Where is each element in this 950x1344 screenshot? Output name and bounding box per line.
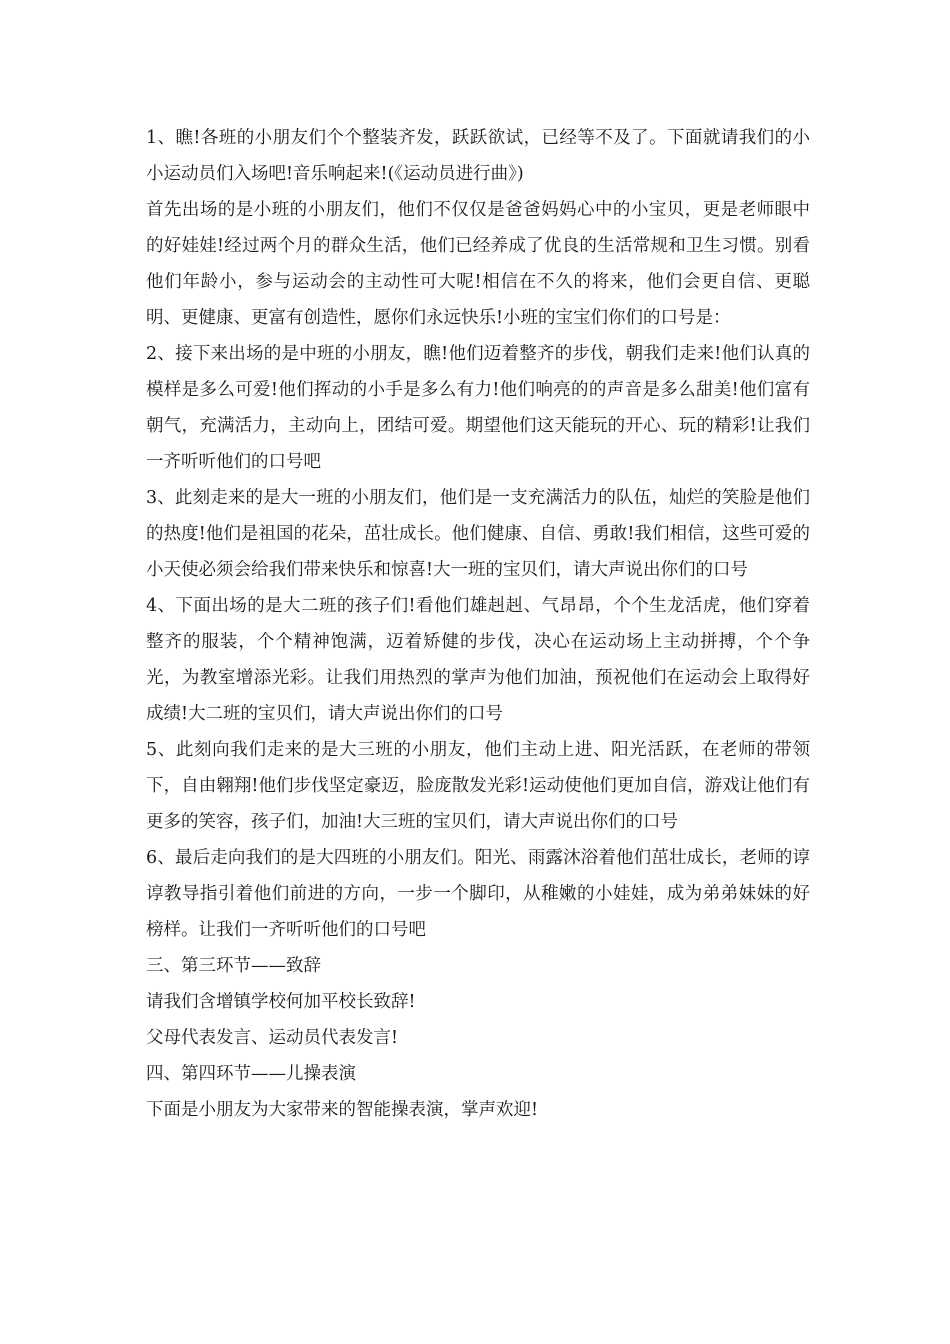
paragraph-principal-speech: 请我们含增镇学校何加平校长致辞! [146,992,416,1012]
document-body [146,120,810,1128]
paragraph-entry-6: 6、最后走向我们的是大四班的小朋友们。阳光、雨露沐浴着他们茁壮成长，老师的谆谆教导指引着他们前进的方向，一步一个脚印，从稚嫩的小娃娃，成为弟弟妹妹的好榜样。让我们一齐听听他们的口号吧 [146,848,810,940]
section-heading-4: 四、第四环节——儿操表演 [146,1064,356,1084]
paragraph-entry-5: 5、此刻向我们走来的是大三班的小朋友，他们主动上进、阳光活跃，在老师的带领下，自由翱翔!他们步伐坚定豪迈，脸庞散发光彩!运动使他们更加自信，游戏让他们有更多的笑容，孩子们，加油!大三班的宝贝们，请大声说出你们的口号 [146,740,810,832]
paragraph-entry-1: 1、瞧!各班的小朋友们个个整装齐发，跃跃欲试，已经等不及了。下面就请我们的小小运动员们入场吧!音乐响起来!(《运动员进行曲》) [146,128,810,184]
paragraph-entry-2: 2、接下来出场的是中班的小朋友，瞧!他们迈着整齐的步伐，朝我们走来!他们认真的模样是多么可爱!他们挥动的小手是多么有力!他们响亮的的声音是多么甜美!他们富有朝气，充满活力，主动向上，团结可爱。期望他们这天能玩的开心、玩的精彩!让我们一齐听听他们的口号吧 [146,344,810,472]
paragraph-entry-4: 4、下面出场的是大二班的孩子们!看他们雄赳赳、气昂昂，个个生龙活虎，他们穿着整齐的服装，个个精神饱满，迈着矫健的步伐，决心在运动场上主动拼搏，个个争光，为教室增添光彩。让我们用热烈的掌声为他们加油，预祝他们在运动会上取得好成绩!大二班的宝贝们，请大声说出你们的口号 [146,596,810,724]
section-heading-3: 三、第三环节——致辞 [146,956,321,976]
paragraph-representative-speech: 父母代表发言、运动员代表发言! [146,1028,399,1048]
paragraph-small-class: 首先出场的是小班的小朋友们，他们不仅仅是爸爸妈妈心中的小宝贝，更是老师眼中的好娃娃!经过两个月的群众生活，他们已经养成了优良的生活常规和卫生习惯。别看他们年龄小，参与运动会的主动性可大呢!相信在不久的将来，他们会更自信、更聪明、更健康、更富有创造性，愿你们永远快乐!小班的宝宝们你们的口号是： [146,200,810,328]
paragraph-performance: 下面是小朋友为大家带来的智能操表演，掌声欢迎! [146,1100,539,1120]
paragraph-entry-3: 3、此刻走来的是大一班的小朋友们，他们是一支充满活力的队伍，灿烂的笑脸是他们的热度!他们是祖国的花朵，茁壮成长。他们健康、自信、勇敢!我们相信，这些可爱的小天使必须会给我们带来快乐和惊喜!大一班的宝贝们，请大声说出你们的口号 [146,488,810,580]
